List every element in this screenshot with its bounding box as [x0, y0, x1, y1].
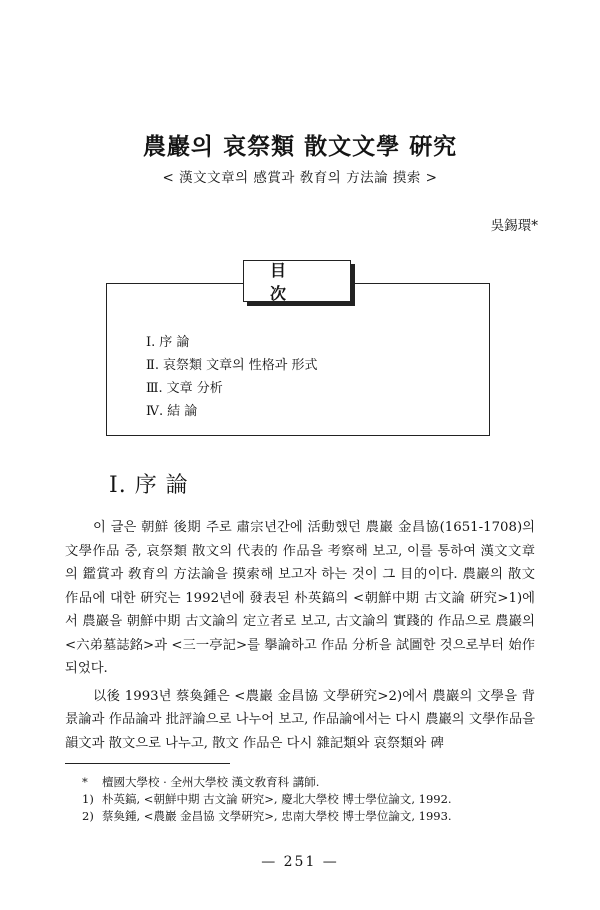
body-paragraph: 以後 1993년 蔡奐鍾은 <農巖 金昌協 文學硏究>2)에서 農巖의 文學을 背景論과 作品論과 批評論으로 나누어 보고, 作品論에서는 다시 農巖의 文學作品을 韻文과 散文으로 나누고, 散文 作品은 다시 雜記類와 哀祭類와 碑 [65, 688, 535, 751]
section-number: Ⅰ. [109, 473, 127, 498]
footnote-mark: * [82, 775, 88, 789]
page-number: — 251 — [261, 854, 339, 870]
body-text [65, 516, 535, 755]
footnote-text: 朴英鎬, <朝鮮中期 古文論 硏究>, 慶北大學校 博士學位論文, 1992. [102, 792, 452, 806]
toc-item-text: 文章 分析 [166, 381, 223, 396]
author-name: 吳錫環* [490, 218, 538, 234]
toc-item-text: 序 論 [159, 335, 190, 350]
toc-item [146, 377, 317, 400]
toc-heading: 目次 [243, 260, 351, 302]
paper-title: 農巖의 哀祭類 散文文學 硏究 [142, 133, 458, 160]
body-paragraph: 이 글은 朝鮮 後期 주로 肅宗년간에 活動했던 農巖 金昌協(1651-1708)의 文學作品 중, 哀祭類 散文의 代表的 作品을 考察해 보고, 이를 통하여 漢文文章의 鑑賞과 敎育의 方法論을 摸索해 보고자 하는 것이 그 目的이다. 農巖의 散文 作品에 대한 硏究는 1992년에 發表된 朴英鎬의 <朝鮮中期 古文論 硏究>1)에서 農巖을 朝鮮中期 古文論의 定立者로 보고, 古文論의 實踐的 作品으로 農巖의 <六弟墓誌銘>과 <三一亭記>를 擧論하고 作品 分析을 試圖한 것으로부터 始作되었다. [65, 520, 535, 676]
footnote-mark: 2) [82, 809, 94, 823]
toc-item [146, 331, 317, 354]
toc-item-number: Ⅰ. [146, 335, 156, 350]
toc-item-text: 結 論 [167, 404, 198, 419]
toc-item-number: Ⅳ. [146, 404, 164, 419]
toc-item-text: 哀祭類 文章의 性格과 形式 [162, 358, 318, 373]
footnote-divider [65, 763, 230, 764]
toc-item [146, 354, 317, 377]
toc-item-number: Ⅱ. [146, 358, 159, 373]
toc-item [146, 400, 317, 423]
section-heading [109, 468, 189, 499]
toc-item-number: Ⅲ. [146, 381, 163, 396]
footnote-text: 蔡奐鍾, <農巖 金昌協 文學硏究>, 忠南大學校 博士學位論文, 1993. [102, 809, 452, 823]
footnote-text: 檀國大學校 · 全州大學校 漢文敎育科 講師. [102, 775, 320, 789]
footnote [82, 791, 452, 808]
footnote [82, 808, 452, 825]
footnote [82, 774, 452, 791]
section-title: 序 論 [134, 473, 189, 498]
footnotes [82, 774, 452, 825]
footnote-mark: 1) [82, 792, 94, 806]
toc-list [146, 331, 317, 423]
paper-subtitle: < 漢文文章의 感賞과 敎育의 方法論 摸索 > [162, 170, 438, 186]
